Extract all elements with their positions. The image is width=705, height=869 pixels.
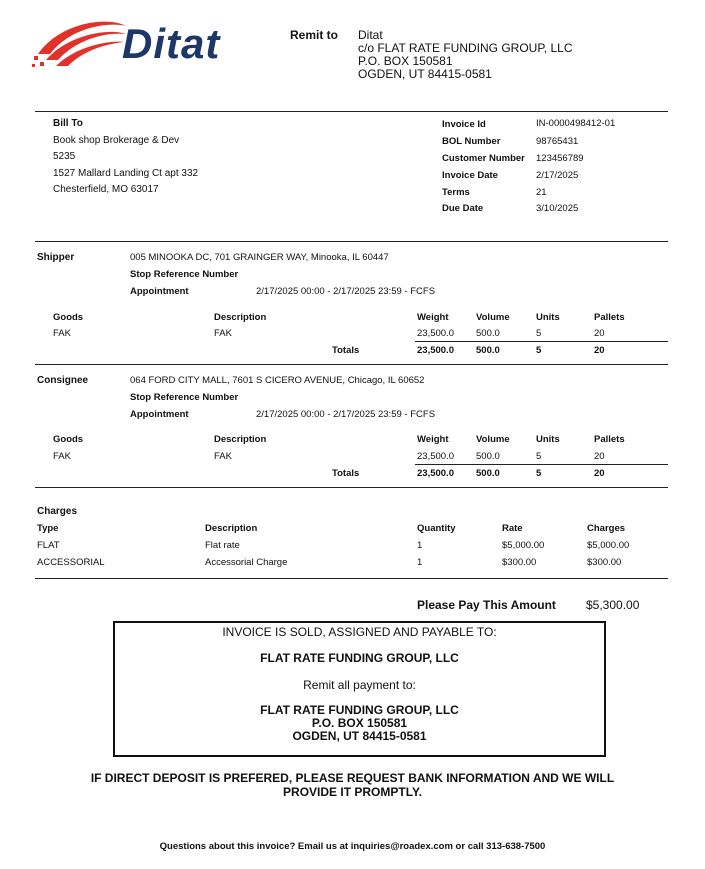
shipper-description: FAK bbox=[214, 328, 232, 339]
consignee-units: 5 bbox=[536, 451, 542, 462]
col-description: Description bbox=[214, 312, 267, 323]
shipper-weight: 23,500.0 bbox=[417, 328, 454, 339]
appointment-label: Appointment bbox=[130, 286, 189, 297]
charge-description: Flat rate bbox=[205, 540, 240, 551]
remit-line: Ditat bbox=[358, 28, 383, 42]
col-volume: Volume bbox=[476, 312, 510, 323]
totals-rule bbox=[415, 464, 668, 465]
charge-rate: $300.00 bbox=[502, 557, 537, 568]
deposit-note-line: IF DIRECT DEPOSIT IS PREFERED, PLEASE REQUEST BANK INFORMATION AND WE WILL bbox=[90, 771, 615, 785]
totals-label: Totals bbox=[332, 468, 360, 479]
charge-type: FLAT bbox=[37, 540, 60, 551]
remit-line: c/o FLAT RATE FUNDING GROUP, LLC bbox=[358, 41, 573, 55]
consignee-total-pallets: 20 bbox=[594, 468, 605, 479]
invoice-info-label: Invoice Id bbox=[442, 119, 486, 130]
charge-description: Accessorial Charge bbox=[205, 557, 288, 568]
consignee-description: FAK bbox=[214, 451, 232, 462]
shipper-total-volume: 500.0 bbox=[476, 345, 500, 356]
col-weight: Weight bbox=[417, 434, 449, 445]
charges-col-description: Description bbox=[205, 523, 258, 534]
stop-ref-label: Stop Reference Number bbox=[130, 269, 239, 280]
bill-to-line: Chesterfield, MO 63017 bbox=[53, 184, 159, 195]
charge-type: ACCESSORIAL bbox=[37, 557, 105, 568]
shipper-total-weight: 23,500.0 bbox=[417, 345, 454, 356]
notice-address-line: FLAT RATE FUNDING GROUP, LLC bbox=[260, 703, 459, 717]
divider bbox=[35, 487, 668, 488]
charge-amount: $300.00 bbox=[587, 557, 622, 568]
charges-col-rate: Rate bbox=[502, 523, 523, 534]
shipper-pallets: 20 bbox=[594, 328, 605, 339]
col-description: Description bbox=[214, 434, 267, 445]
col-volume: Volume bbox=[476, 434, 510, 445]
remit-label: Remit to bbox=[290, 28, 338, 42]
consignee-total-volume: 500.0 bbox=[476, 468, 500, 479]
divider bbox=[35, 241, 668, 242]
consignee-total-weight: 23,500.0 bbox=[417, 468, 454, 479]
assignment-notice-box bbox=[113, 621, 606, 757]
col-pallets: Pallets bbox=[594, 312, 625, 323]
consignee-weight: 23,500.0 bbox=[417, 451, 454, 462]
charges-col-type: Type bbox=[37, 523, 59, 534]
col-pallets: Pallets bbox=[594, 434, 625, 445]
appointment-label: Appointment bbox=[130, 409, 189, 420]
totals-label: Totals bbox=[332, 345, 360, 356]
bill-to-line: 5235 bbox=[53, 151, 76, 162]
shipper-appointment: 2/17/2025 00:00 - 2/17/2025 23:59 - FCFS bbox=[256, 286, 436, 297]
total-amount: $5,300.00 bbox=[586, 598, 640, 612]
charges-col-charges: Charges bbox=[587, 523, 626, 534]
col-units: Units bbox=[536, 434, 560, 445]
bol-number-value: 98765431 bbox=[536, 136, 579, 147]
invoice-info-label: Terms bbox=[442, 187, 470, 198]
remit-line: OGDEN, UT 84415-0581 bbox=[358, 67, 492, 81]
charges-title: Charges bbox=[37, 506, 78, 517]
consignee-pallets: 20 bbox=[594, 451, 605, 462]
shipper-goods: FAK bbox=[53, 328, 71, 339]
invoice-info-label: BOL Number bbox=[442, 136, 501, 147]
terms-value: 21 bbox=[536, 187, 547, 198]
company-logo bbox=[30, 16, 250, 76]
notice-remit-label: Remit all payment to: bbox=[303, 678, 416, 692]
brand-name: Ditat bbox=[122, 20, 221, 67]
consignee-total-units: 5 bbox=[536, 468, 542, 479]
divider bbox=[35, 364, 668, 365]
invoice-date-value: 2/17/2025 bbox=[536, 170, 579, 181]
shipper-units: 5 bbox=[536, 328, 542, 339]
charge-amount: $5,000.00 bbox=[587, 540, 630, 551]
charge-quantity: 1 bbox=[417, 557, 423, 568]
notice-address-line: P.O. BOX 150581 bbox=[311, 716, 408, 730]
remit-line: P.O. BOX 150581 bbox=[358, 54, 453, 68]
bill-to-line: 1527 Mallard Landing Ct apt 332 bbox=[53, 168, 199, 179]
col-weight: Weight bbox=[417, 312, 449, 323]
charge-rate: $5,000.00 bbox=[502, 540, 545, 551]
col-goods: Goods bbox=[53, 312, 84, 323]
shipper-label: Shipper bbox=[37, 252, 75, 263]
bill-to-line: Book shop Brokerage & Dev bbox=[53, 135, 180, 146]
shipper-address: 005 MINOOKA DC, 701 GRAINGER WAY, Minooka, IL 60447 bbox=[130, 252, 389, 263]
col-units: Units bbox=[536, 312, 560, 323]
divider bbox=[35, 111, 668, 112]
notice-address-line: OGDEN, UT 84415-0581 bbox=[292, 729, 427, 743]
invoice-info-label: Invoice Date bbox=[442, 170, 498, 181]
shipper-volume: 500.0 bbox=[476, 328, 500, 339]
consignee-label: Consignee bbox=[37, 375, 89, 386]
consignee-volume: 500.0 bbox=[476, 451, 500, 462]
total-label: Please Pay This Amount bbox=[417, 598, 556, 612]
deposit-note bbox=[0, 771, 705, 799]
footer-contact: Questions about this invoice? Email us at inquiries@roadex.com or call 313-638-7500 bbox=[159, 841, 546, 852]
deposit-note-line: PROVIDE IT PROMPTLY. bbox=[283, 785, 422, 799]
divider bbox=[35, 578, 668, 579]
shipper-total-pallets: 20 bbox=[594, 345, 605, 356]
shipper-total-units: 5 bbox=[536, 345, 542, 356]
invoice-id-value: IN-0000498412-01 bbox=[536, 118, 616, 129]
due-date-value: 3/10/2025 bbox=[536, 203, 579, 214]
bill-to-label: Bill To bbox=[53, 118, 83, 129]
stop-ref-label: Stop Reference Number bbox=[130, 392, 239, 403]
consignee-goods: FAK bbox=[53, 451, 71, 462]
notice-line: INVOICE IS SOLD, ASSIGNED AND PAYABLE TO: bbox=[222, 625, 497, 639]
charge-quantity: 1 bbox=[417, 540, 423, 551]
consignee-appointment: 2/17/2025 00:00 - 2/17/2025 23:59 - FCFS bbox=[256, 409, 436, 420]
consignee-address: 064 FORD CITY MALL, 7601 S CICERO AVENUE, Chicago, IL 60652 bbox=[130, 375, 425, 386]
invoice-info-label: Customer Number bbox=[442, 153, 525, 164]
invoice-info-label: Due Date bbox=[442, 203, 484, 214]
customer-number-value: 123456789 bbox=[536, 153, 584, 164]
notice-company: FLAT RATE FUNDING GROUP, LLC bbox=[260, 651, 459, 665]
charges-col-quantity: Quantity bbox=[417, 523, 456, 534]
col-goods: Goods bbox=[53, 434, 84, 445]
totals-rule bbox=[415, 341, 668, 342]
